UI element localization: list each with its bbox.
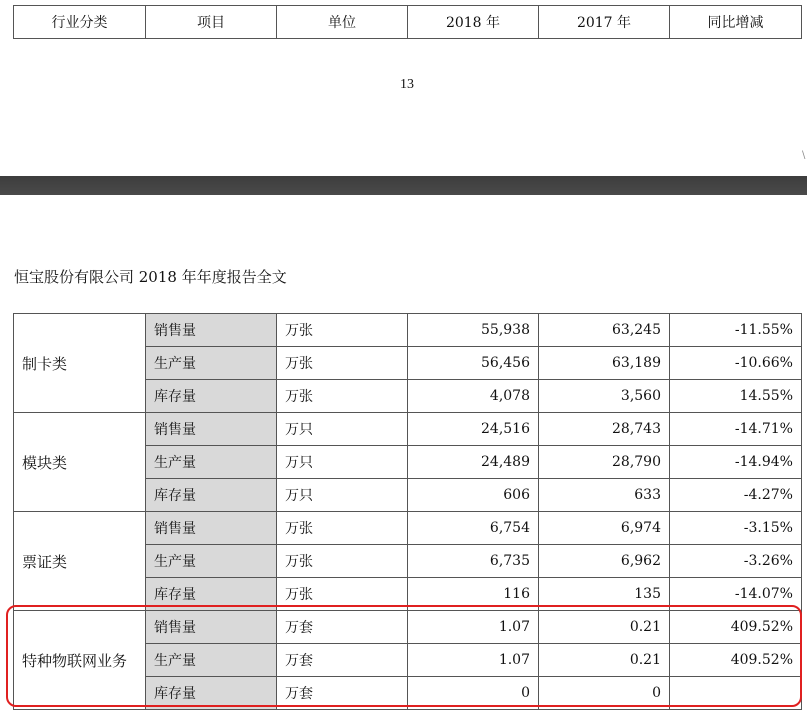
value-2018-cell: 1.07 [408,611,539,644]
value-2017-cell: 135 [539,578,670,611]
value-2018-cell: 55,938 [408,314,539,347]
value-2017-cell: 28,790 [539,446,670,479]
change-cell: 14.55% [670,380,802,413]
value-2018-cell: 56,456 [408,347,539,380]
item-cell: 销售量 [146,413,277,446]
change-cell: -10.66% [670,347,802,380]
value-2017-cell: 633 [539,479,670,512]
table-row [14,512,802,545]
header-cell: 项目 [146,6,277,39]
header-cell: 2017 年 [539,6,670,39]
unit-cell: 万只 [277,479,408,512]
value-2018-cell: 116 [408,578,539,611]
unit-cell: 万套 [277,611,408,644]
value-2018-cell: 6,735 [408,545,539,578]
category-cell: 制卡类 [14,314,146,413]
item-cell: 生产量 [146,644,277,677]
value-2017-cell: 6,962 [539,545,670,578]
unit-cell: 万张 [277,545,408,578]
category-cell: 模块类 [14,413,146,512]
value-2017-cell: 0.21 [539,611,670,644]
unit-cell: 万套 [277,677,408,710]
value-2017-cell: 0.21 [539,644,670,677]
unit-cell: 万张 [277,512,408,545]
value-2017-cell: 63,245 [539,314,670,347]
value-2017-cell: 0 [539,677,670,710]
item-cell: 生产量 [146,347,277,380]
value-2018-cell: 606 [408,479,539,512]
change-cell: -14.71% [670,413,802,446]
change-cell [670,677,802,710]
category-cell: 票证类 [14,512,146,611]
change-cell: -11.55% [670,314,802,347]
item-cell: 库存量 [146,677,277,710]
item-cell: 销售量 [146,314,277,347]
header-cell: 同比增减 [670,6,802,39]
change-cell: -4.27% [670,479,802,512]
change-cell: -3.26% [670,545,802,578]
item-cell: 销售量 [146,512,277,545]
change-cell: 409.52% [670,611,802,644]
header-cell: 2018 年 [408,6,539,39]
value-2017-cell: 6,974 [539,512,670,545]
value-2018-cell: 1.07 [408,644,539,677]
table-row [14,314,802,347]
change-cell: 409.52% [670,644,802,677]
value-2017-cell: 3,560 [539,380,670,413]
unit-cell: 万只 [277,413,408,446]
change-cell: -14.94% [670,446,802,479]
item-cell: 库存量 [146,479,277,512]
table-row [14,413,802,446]
header-row [14,6,802,39]
unit-cell: 万张 [277,380,408,413]
page-separator [0,176,807,195]
unit-cell: 万张 [277,314,408,347]
change-cell: -3.15% [670,512,802,545]
table-row [14,611,802,644]
unit-cell: 万只 [277,446,408,479]
unit-cell: 万张 [277,347,408,380]
header-cell: 行业分类 [14,6,146,39]
data-table-body [14,314,802,710]
category-cell: 特种物联网业务 [14,611,146,710]
report-heading: 恒宝股份有限公司 2018 年年度报告全文 [14,268,287,286]
unit-cell: 万套 [277,644,408,677]
change-cell: -14.07% [670,578,802,611]
item-cell: 库存量 [146,380,277,413]
edge-mark: \ [802,150,806,161]
value-2018-cell: 24,516 [408,413,539,446]
value-2018-cell: 4,078 [408,380,539,413]
value-2018-cell: 0 [408,677,539,710]
header-cell: 单位 [277,6,408,39]
page-number: 13 [400,77,414,92]
item-cell: 销售量 [146,611,277,644]
value-2018-cell: 6,754 [408,512,539,545]
unit-cell: 万张 [277,578,408,611]
item-cell: 生产量 [146,446,277,479]
item-cell: 库存量 [146,578,277,611]
value-2018-cell: 24,489 [408,446,539,479]
value-2017-cell: 28,743 [539,413,670,446]
data-table [13,313,802,710]
value-2017-cell: 63,189 [539,347,670,380]
header-table [13,5,802,39]
item-cell: 生产量 [146,545,277,578]
